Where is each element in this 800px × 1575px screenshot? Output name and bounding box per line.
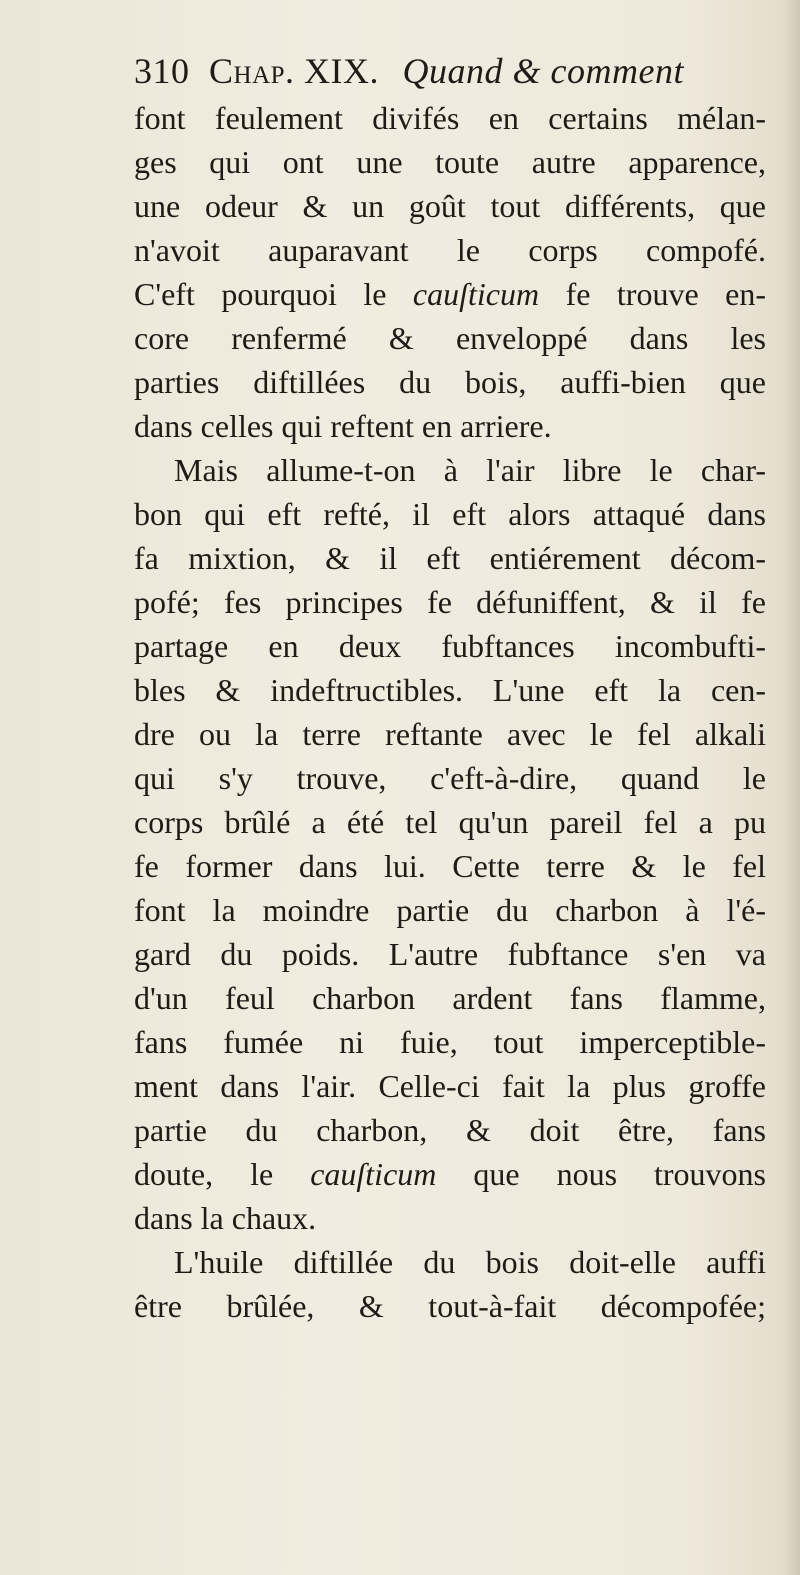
page-number: 310: [134, 51, 190, 91]
text-line-4: n'avoit auparavant le corps compofé.: [134, 232, 766, 268]
text-line-18: fe former dans lui. Cette terre & le fel: [134, 848, 766, 884]
text-line-27: L'huile diftillée du bois doit-elle auffi: [174, 1244, 766, 1280]
text-line-21: d'un feul charbon ardent fans flamme,: [134, 980, 766, 1016]
text-line-5: C'eft pourquoi le cauſticum fe trouve en-: [134, 276, 766, 312]
text-line-22: fans fumée ni fuie, tout imperceptible-: [134, 1024, 766, 1060]
text-line-26: dans la chaux.: [134, 1200, 317, 1236]
running-title: Quand & comment: [402, 51, 684, 91]
text-line-12: pofé; fes principes fe défuniffent, & il fe: [134, 584, 766, 620]
text-line-6: core renfermé & enveloppé dans les: [134, 320, 766, 356]
text-line-23: ment dans l'air. Celle-ci fait la plus groffe: [134, 1068, 766, 1104]
text-line-8: dans celles qui reftent en arriere.: [134, 408, 552, 444]
text-line-10: bon qui eft refté, il eft alors attaqué dans: [134, 496, 766, 532]
text-line-25: doute, le cauſticum que nous trouvons: [134, 1156, 766, 1192]
italic-term: cauſticum: [310, 1156, 437, 1192]
chapter-label: Chap. XIX.: [209, 51, 380, 91]
text-line-13: partage en deux fubftances incombufti-: [134, 628, 766, 664]
text-line-15: dre ou la terre reftante avec le fel alkali: [134, 716, 766, 752]
text-line-20: gard du poids. L'autre fubftance s'en va: [134, 936, 766, 972]
text-line-14: bles & indeftructibles. L'une eft la cen-: [134, 672, 766, 708]
text-line-9: Mais allume-t-on à l'air libre le char-: [174, 452, 766, 488]
italic-term: cauſticum: [412, 276, 540, 312]
text-line-17: corps brûlé a été tel qu'un pareil fel a pu: [134, 804, 766, 840]
text-line-16: qui s'y trouve, c'eft-à-dire, quand le: [134, 760, 766, 796]
text-line-19: font la moindre partie du charbon à l'é-: [134, 892, 766, 928]
text-line-7: parties diftillées du bois, auffi-bien que: [134, 364, 766, 400]
page-edge-shadow: [782, 0, 800, 1575]
text-line-24: partie du charbon, & doit être, fans: [134, 1112, 766, 1148]
text-line-28: être brûlée, & tout-à-fait décompofée;: [134, 1288, 766, 1324]
text-line-2: ges qui ont une toute autre apparence,: [134, 144, 766, 180]
running-header: [134, 50, 774, 102]
text-line-11: fa mixtion, & il eft entiérement décom-: [134, 540, 766, 576]
text-line-3: une odeur & un goût tout différents, que: [134, 188, 766, 224]
text-line-1: font feulement divifés en certains mélan-: [134, 100, 766, 136]
